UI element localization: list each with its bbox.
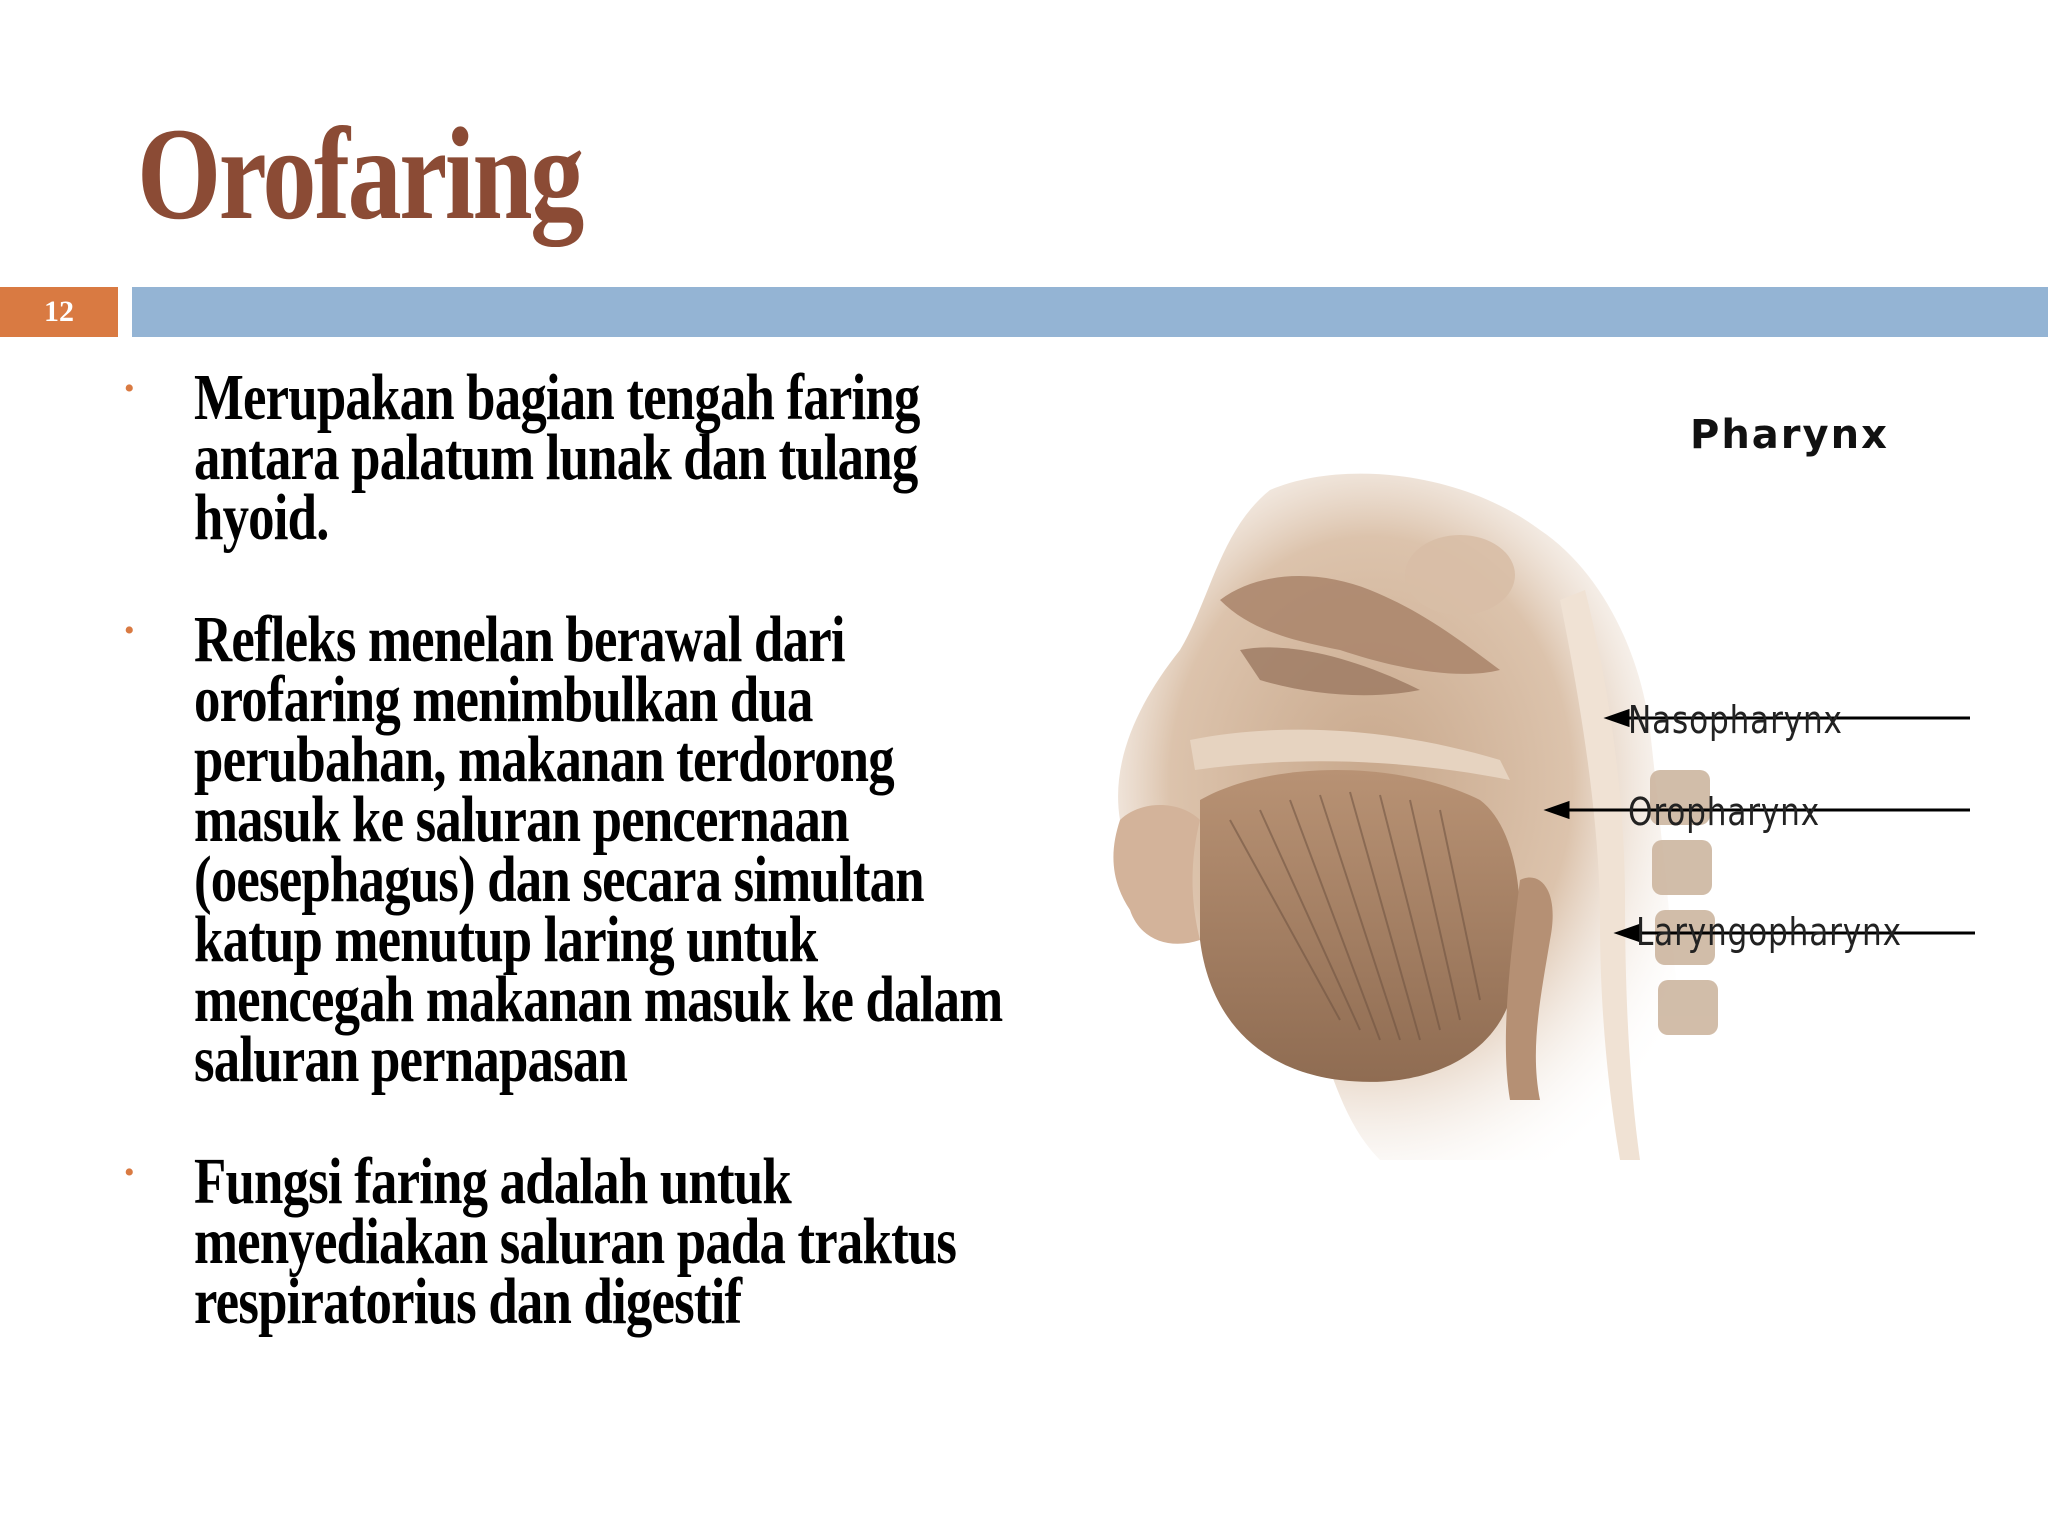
bullet-text: Fungsi faring adalah untuk menyediakan saluran pada traktus respiratorius dan digestif	[194, 1145, 957, 1338]
figure-title: Pharynx	[1690, 412, 1889, 458]
bullet-text: Refleks menelan berawal dari orofaring menimbulkan dua perubahan, makanan terdorong masuk ke saluran pencernaan (oesephagus) dan secara simultan katup menutup laring untuk mencegah makanan masuk ke dalam saluran pernapasan	[194, 603, 1003, 1096]
header-divider-bar	[132, 287, 2048, 337]
bullet-marker-icon: •	[124, 372, 135, 405]
tongue	[1200, 770, 1520, 1082]
bullet-item	[118, 361, 1078, 554]
label-nasopharynx: Nasopharynx	[1628, 698, 1843, 742]
page-number-badge	[0, 287, 118, 337]
slide-title: Orofaring	[137, 100, 582, 247]
bullet-item	[118, 1145, 1078, 1338]
label-oropharynx: Oropharynx	[1628, 790, 1820, 834]
pharynx-anatomy-illustration	[1040, 400, 2040, 1160]
bullet-item	[118, 603, 1078, 1096]
bullet-marker-icon: •	[124, 614, 135, 647]
page-number: 12	[44, 295, 74, 328]
bullet-list	[118, 361, 1078, 1394]
lips	[1113, 805, 1200, 944]
bullet-marker-icon: •	[124, 1156, 135, 1189]
bullet-text: Merupakan bagian tengah faring antara palatum lunak dan tulang hyoid.	[194, 361, 920, 554]
label-laryngopharynx: Laryngopharynx	[1636, 910, 1902, 954]
